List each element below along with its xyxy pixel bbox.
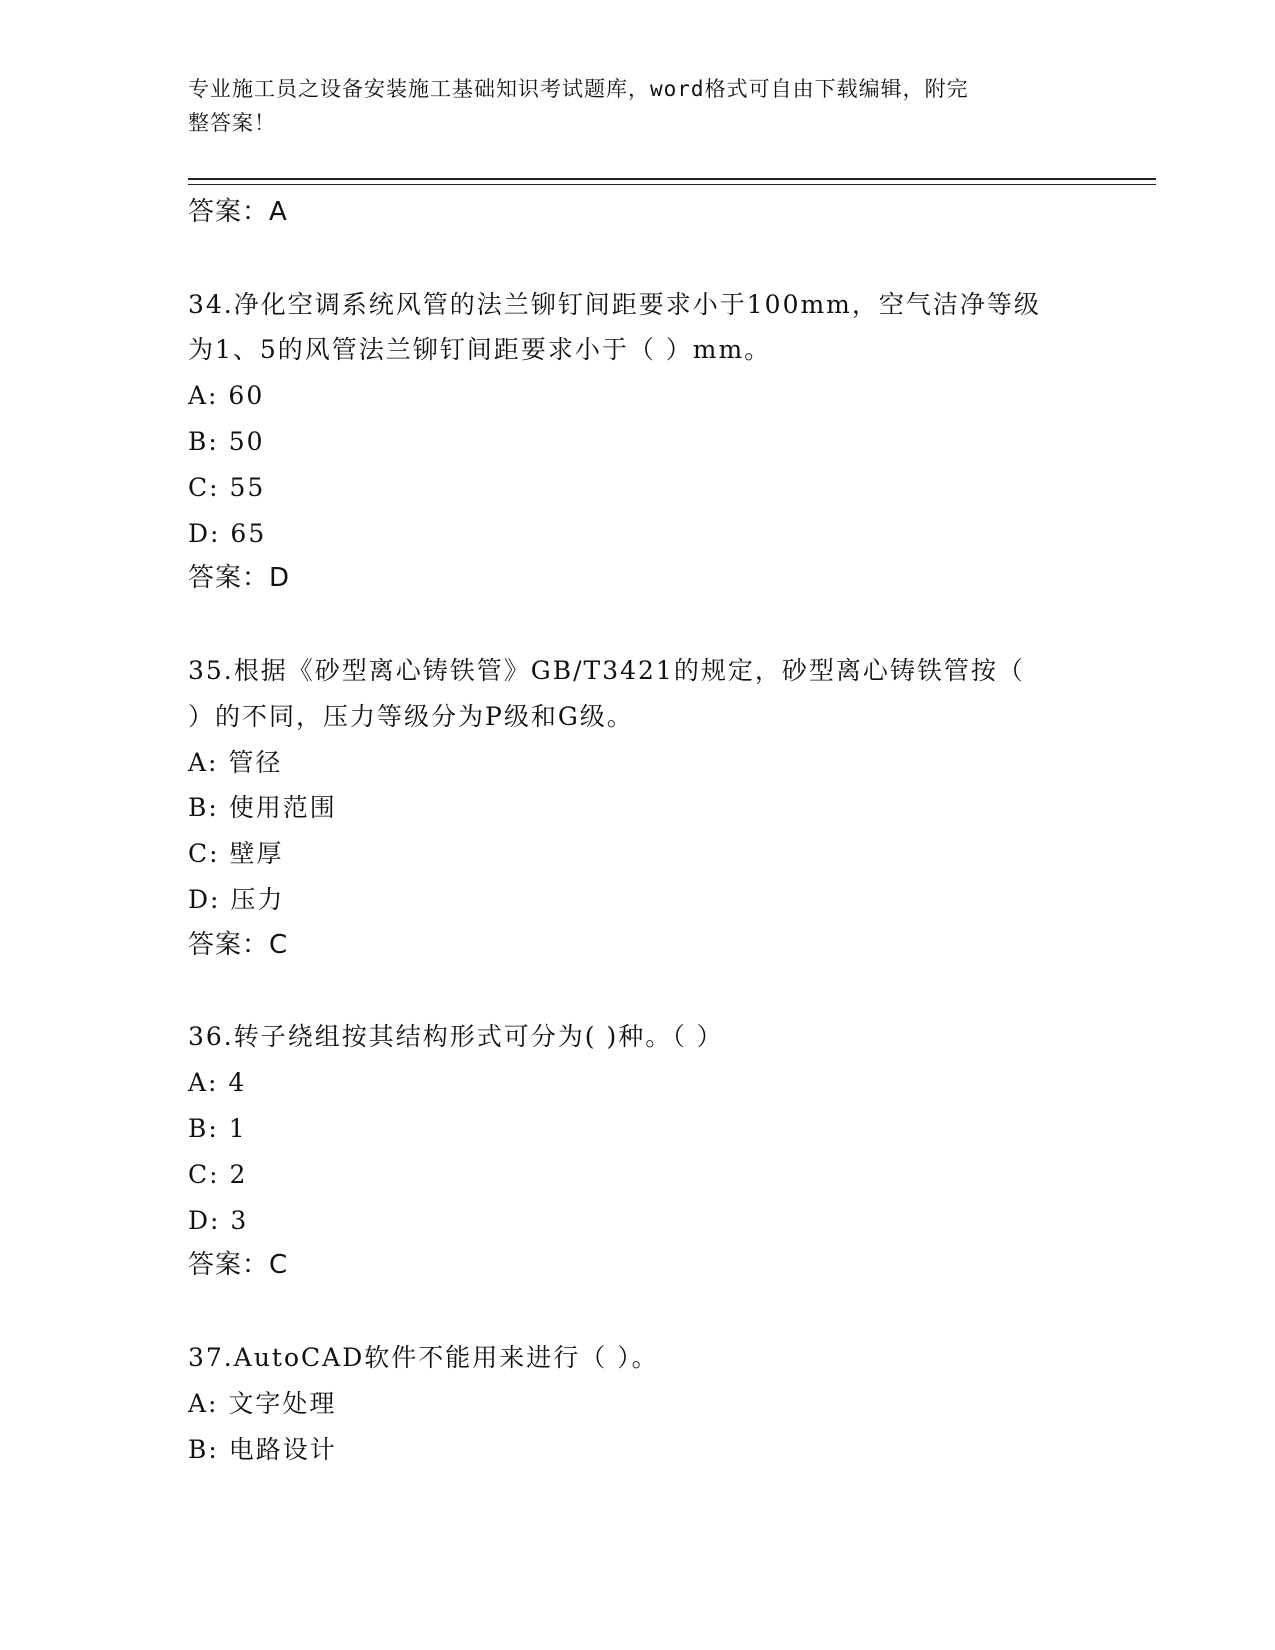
question-list [188, 190, 1088, 1472]
header-line-2: 整答案！ [188, 111, 276, 135]
question-text: 37.AutoCAD软件不能用来进行（ ）。 [188, 1342, 659, 1372]
answer-line: 答案：A [188, 197, 288, 227]
header-line-1: 专业施工员之设备安装施工基础知识考试题库，word格式可自由下载编辑，附完 [188, 77, 969, 101]
option-b: B: 50 [188, 426, 265, 456]
answer-line: 答案：C [188, 1250, 289, 1281]
answer-line: 答案：D [188, 563, 291, 594]
option-b: B: 电路设计 [188, 1434, 337, 1464]
option-a: A: 60 [188, 381, 265, 411]
option-c: C: 55 [188, 472, 266, 502]
option-a: A: 文字处理 [188, 1388, 337, 1418]
spacer [188, 602, 1088, 648]
option-b: B: 使用范围 [188, 793, 337, 823]
option-c: C: 壁厚 [188, 839, 284, 869]
option-d: D: 压力 [188, 884, 285, 914]
question-text: 36.转子绕组按其结构形式可分为( )种。（ ） [188, 1022, 724, 1052]
spacer [188, 969, 1088, 1015]
option-b: B: 1 [188, 1113, 247, 1143]
option-d: D: 3 [188, 1205, 249, 1235]
question-37 [188, 1335, 1088, 1472]
header-divider-thin [188, 184, 1156, 185]
header-divider-thick [188, 178, 1156, 180]
question-34 [188, 282, 1088, 603]
question-text: 34.净化空调系统风管的法兰铆钉间距要求小于100mm，空气洁净等级 [188, 289, 1041, 319]
question-text: 35.根据《砂型离心铸铁管》GB/T3421的规定，砂型离心铸铁管按（ [188, 655, 1025, 685]
question-35 [188, 648, 1088, 969]
question-text: 为1、5的风管法兰铆钉间距要求小于（ ）mm。 [188, 335, 772, 365]
document-header [188, 72, 1068, 140]
question-text: ）的不同，压力等级分为P级和G级。 [188, 701, 634, 731]
option-c: C: 2 [188, 1159, 248, 1189]
option-d: D: 65 [188, 518, 267, 548]
spacer [188, 236, 1088, 282]
answer-line: 答案：C [188, 929, 289, 960]
question-36 [188, 1014, 1088, 1289]
spacer [188, 1289, 1088, 1335]
option-a: A: 4 [188, 1068, 247, 1098]
option-a: A: 管径 [188, 747, 283, 777]
